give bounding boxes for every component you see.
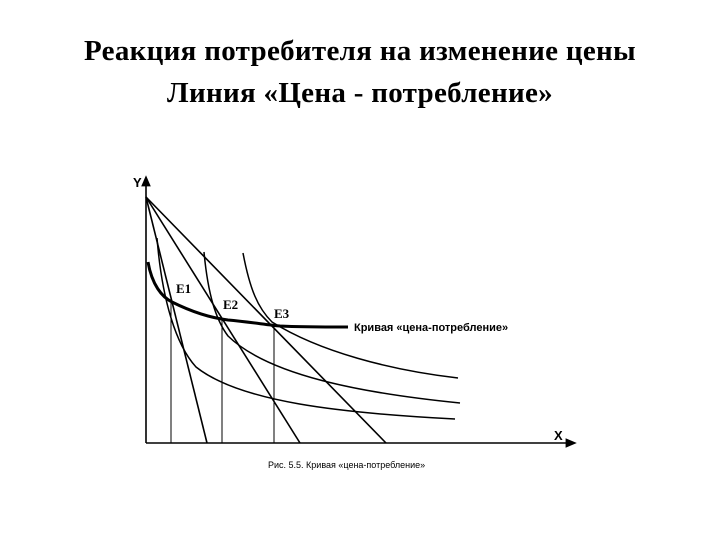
- point-label-e1: E1: [176, 281, 192, 296]
- title-line-1: Реакция потребителя на изменение цены: [84, 35, 636, 67]
- title-line-2: Линия «Цена - потребление»: [167, 77, 553, 109]
- y-axis-label: Y: [133, 175, 142, 190]
- figure-caption: Рис. 5.5. Кривая «цена-потребление»: [268, 460, 426, 470]
- curve-label: Кривая «цена-потребление»: [354, 322, 509, 334]
- budget-line-3: [146, 197, 386, 443]
- budget-line-1: [146, 197, 207, 443]
- x-axis-label: X: [554, 428, 563, 443]
- point-label-e3: E3: [274, 306, 290, 321]
- point-label-e2: E2: [223, 297, 239, 312]
